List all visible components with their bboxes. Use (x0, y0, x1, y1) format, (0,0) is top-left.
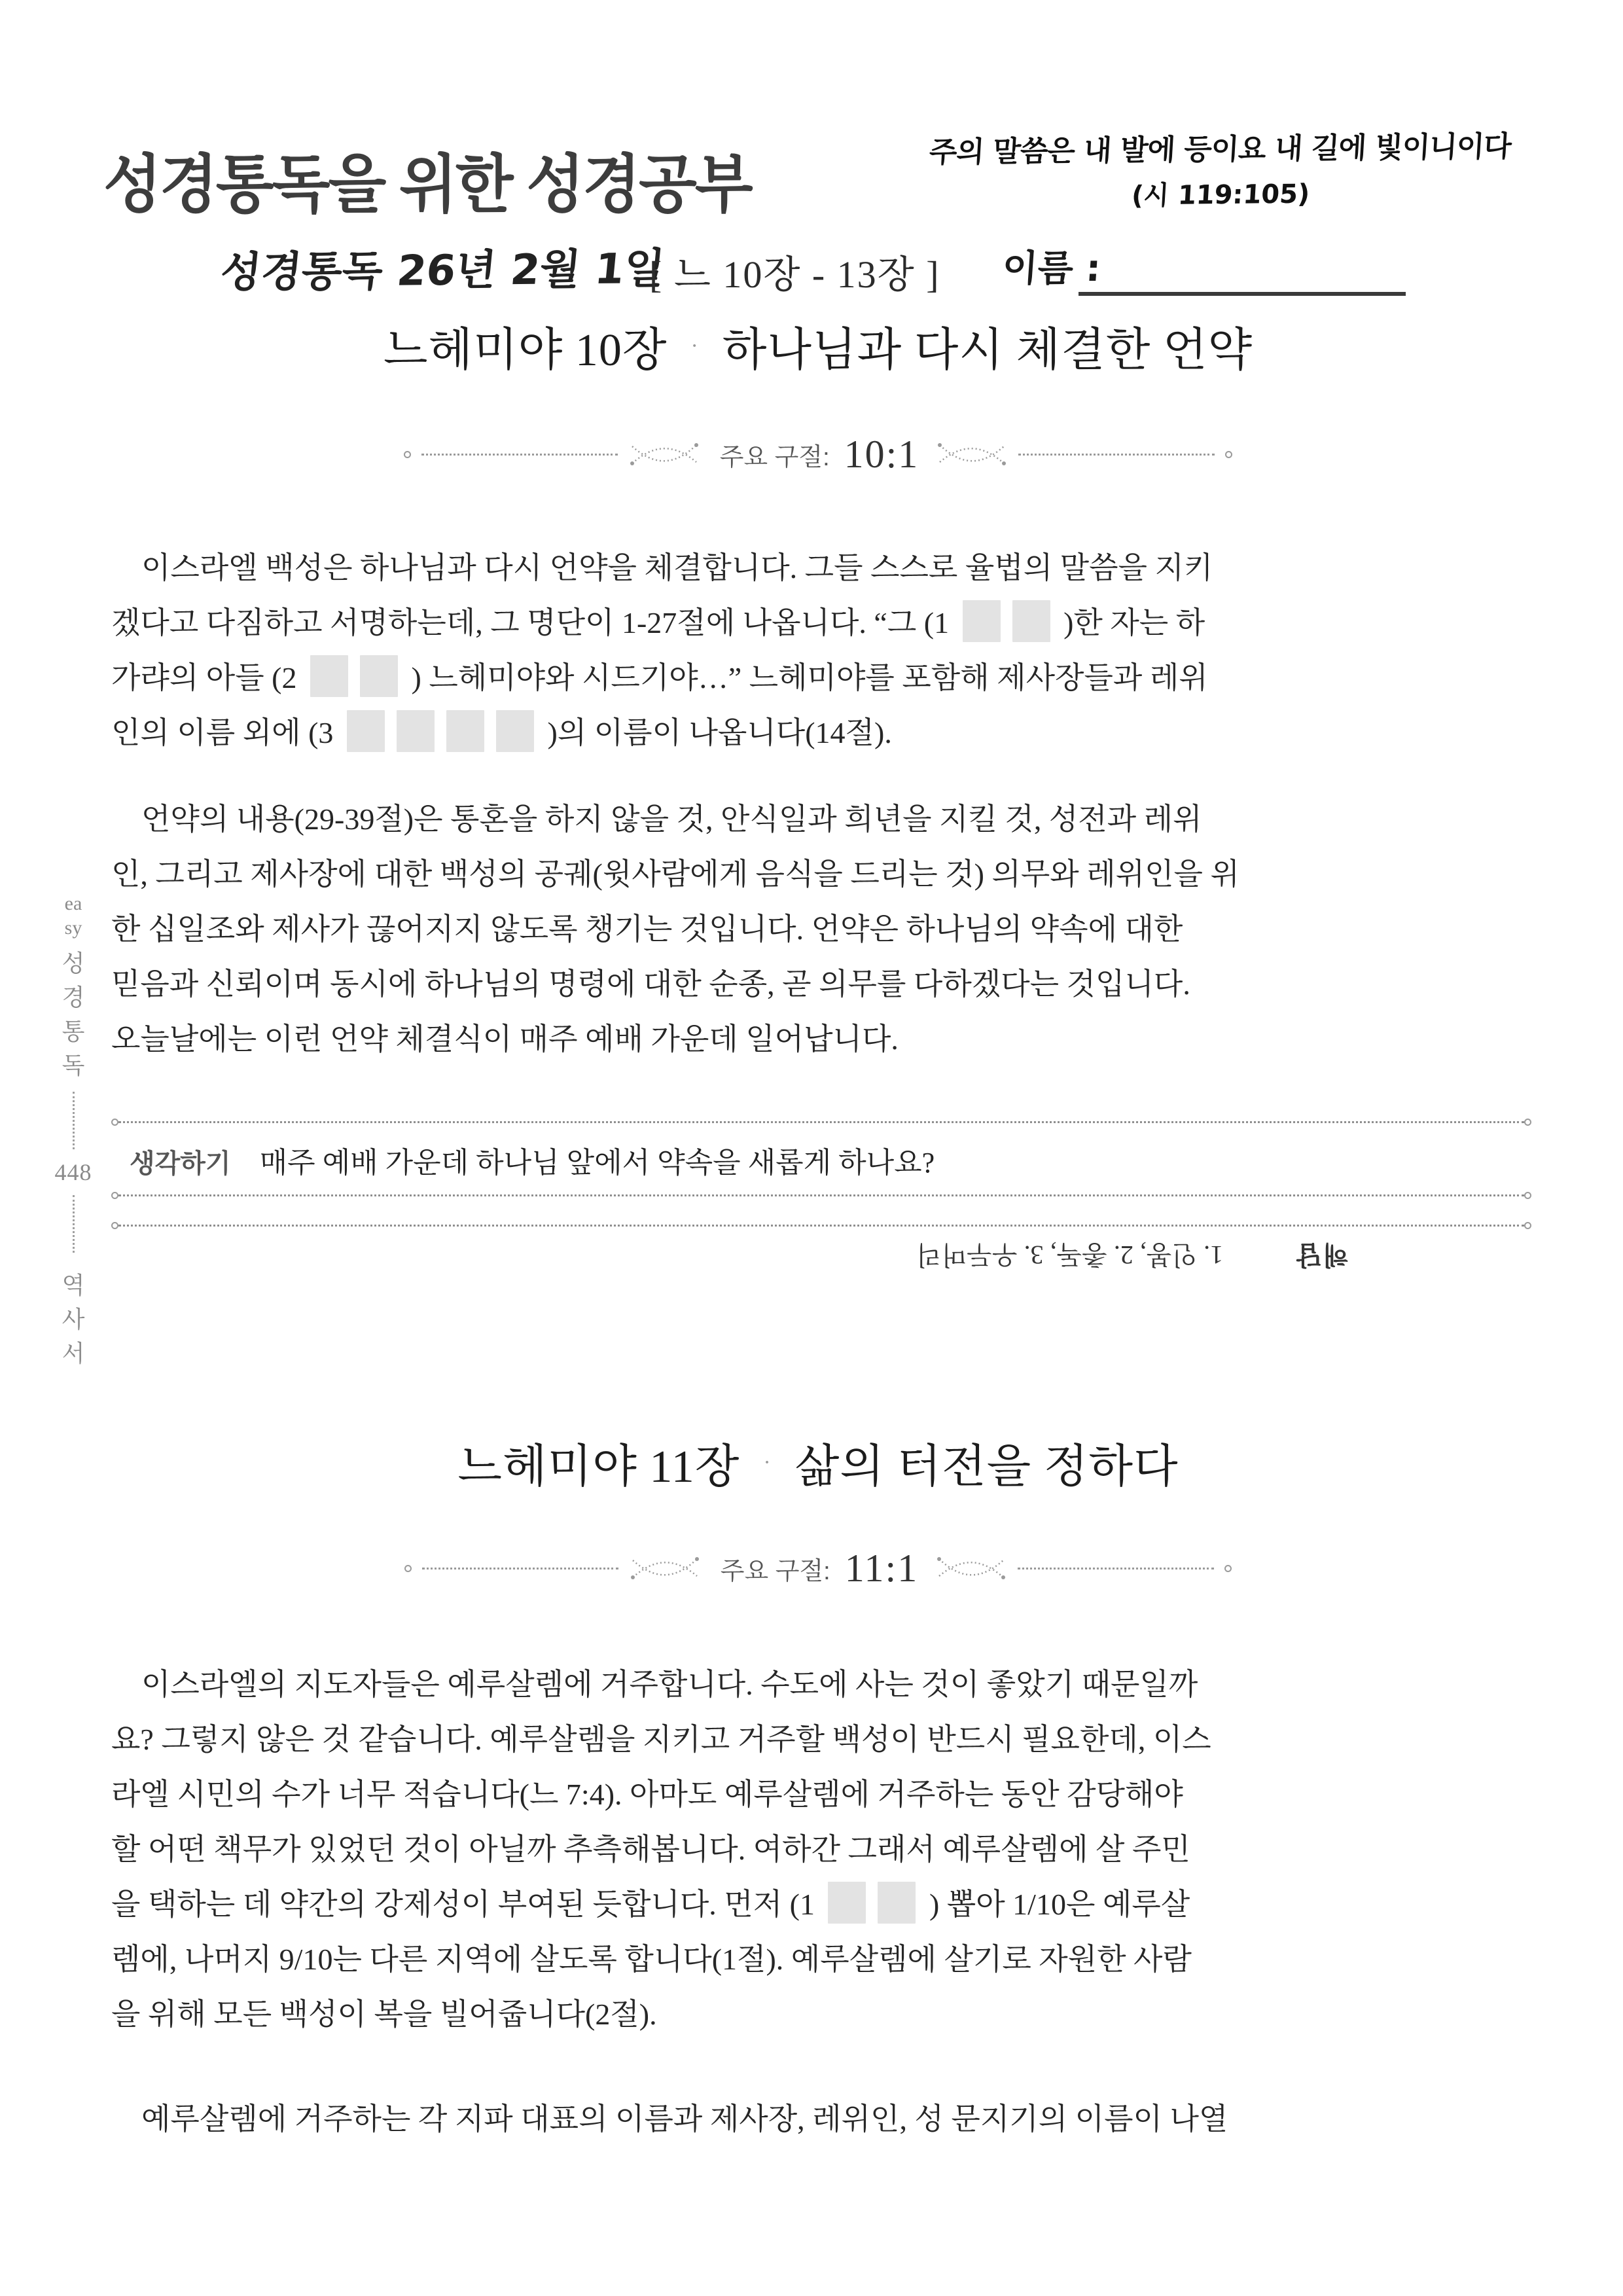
text-line (111, 1712, 1538, 1767)
text-line (111, 651, 1538, 706)
text-line (111, 2092, 1538, 2147)
answer-text: 1. 인봉, 2. 총독, 3. 우두머리 (916, 1240, 1223, 1270)
text-line (111, 1012, 1538, 1067)
text-segment: )의 이름이 나옵니다(14절). (539, 716, 892, 749)
think-label: 생각하기 (130, 1149, 231, 1178)
text-segment: 렘에, 나머지 9/10는 다른 지역에 살도록 합니다(1절). 예루살렘에 살기로 자원한 사람 (111, 1943, 1192, 1976)
divider-end-circle (1524, 1192, 1531, 1199)
dotted-line (111, 1118, 1531, 1126)
text-line (111, 957, 1538, 1012)
text-line (111, 1657, 1538, 1712)
series-name-korean: 성경통독 (62, 950, 85, 1079)
divider-ornament-icon (628, 440, 700, 469)
dotted-line (422, 1568, 618, 1570)
fill-in-blank-box (963, 600, 1001, 642)
text-segment: 할 어떤 책무가 있었던 것이 아닐까 추측해봅니다. 여하간 그래서 예루살렘에 살 주민 (111, 1833, 1190, 1866)
dotted-line (1018, 1568, 1214, 1570)
text-segment: 이스라엘 백성은 하나님과 다시 언약을 체결합니다. 그들 스스로 율법의 말씀을 지키 (141, 551, 1213, 584)
fill-in-blank-box (397, 710, 435, 752)
text-line (111, 1932, 1538, 1987)
divider-end-circle (111, 1119, 118, 1126)
edge-sidebar (56, 891, 90, 1371)
text-segment: 이스라엘의 지도자들은 예루살렘에 거주합니다. 수도에 사는 것이 좋았기 때문일까 (141, 1668, 1198, 1701)
sidebar-divider (73, 1195, 75, 1253)
divider-ornament-icon (629, 1554, 701, 1583)
key-verse-value: 11:1 (844, 1546, 919, 1590)
divider-ornament-icon (935, 1554, 1007, 1583)
verse-reference: (시 119:105) (1130, 179, 1311, 211)
text-segment: 인의 이름 외에 (3 (111, 716, 341, 749)
text-line (111, 1877, 1538, 1932)
divider-end-circle (1524, 1222, 1531, 1229)
text-segment: 믿음과 신뢰이며 동시에 하나님의 명령에 대한 순종, 곧 의무를 다하겠다는 것입니다. (111, 967, 1190, 1001)
paragraph (111, 541, 1538, 761)
section-title-ch10 (111, 313, 1525, 379)
text-line (111, 596, 1538, 651)
think-question: 매주 예배 가운데 하나님 앞에서 약속을 새롭게 하나요? (259, 1147, 935, 1179)
text-segment: ) 뽑아 1/10은 예루살 (921, 1888, 1190, 1921)
text-line (111, 902, 1538, 957)
text-segment: 언약의 내용(29-39절)은 통혼을 하지 않을 것, 안식일과 희년을 지킬 것, 성전과 레위 (141, 802, 1202, 836)
handwritten-verse (870, 122, 1571, 215)
text-segment: 인, 그리고 제사장에 대한 백성의 공궤(윗사람에게 음식을 드리는 것) 의무와 레위인을 위 (111, 857, 1240, 891)
key-verse-divider-ch10 (111, 432, 1525, 476)
text-segment: 한 십일조와 제사가 끊어지지 않도록 챙기는 것입니다. 언약은 하나님의 약속에 대한 (111, 912, 1183, 946)
series-name-latin: easy (64, 893, 82, 939)
divider-end-circle (404, 451, 411, 458)
divider-end-circle (404, 1565, 412, 1572)
dotted-line (111, 1191, 1531, 1199)
fill-in-blank-box (496, 710, 534, 752)
text-segment: 오늘날에는 이런 언약 체결식이 매주 예배 가운데 일어납니다. (111, 1022, 899, 1056)
dotted-line (1018, 454, 1215, 456)
fill-in-blank-box (828, 1882, 866, 1924)
title-separator-dot: · (690, 333, 699, 358)
name-underline (1079, 262, 1406, 296)
section-ch10-body (111, 541, 1538, 1067)
text-segment: 겠다고 다짐하고 서명하는데, 그 명단이 1-27절에 나옵니다. “그 (1 (111, 606, 957, 639)
section-title-ch11 (111, 1429, 1525, 1496)
paragraph (111, 792, 1538, 1067)
text-line (111, 1822, 1538, 1877)
text-segment: 요? 그렇지 않은 것 같습니다. 예루살렘을 지키고 거주할 백성이 반드시 필요한데, 이스 (111, 1723, 1211, 1756)
text-line (111, 847, 1538, 902)
handwritten-date: 성경통독 26년 2월 1일 (218, 245, 668, 297)
name-label: 이름 : (1001, 247, 1103, 290)
text-segment: 을 위해 모든 백성이 복을 빌어줍니다(2절). (111, 1998, 657, 2031)
fill-in-blank-box (1012, 600, 1050, 642)
think-question-row (130, 1139, 1531, 1182)
text-segment: 가랴의 아들 (2 (111, 661, 304, 694)
key-verse-divider-ch11 (111, 1546, 1525, 1590)
text-segment: ) 느헤미야와 시드기야…” 느헤미야를 포함해 제사장들과 레위 (404, 661, 1208, 694)
fill-in-blank-box (446, 710, 484, 752)
section-subtitle: 하나님과 다시 체결한 언약 (722, 325, 1253, 376)
text-line (111, 1987, 1538, 2042)
divider-end-circle (111, 1222, 118, 1229)
text-segment: )한 자는 하 (1056, 606, 1205, 639)
page-number: 448 (54, 1159, 92, 1185)
divider-end-circle (1225, 451, 1232, 458)
dotted-line (421, 454, 618, 456)
page-title: 성경통독을 위한 성경공부 (103, 149, 751, 220)
section-book-label: 느헤미야 11장 (457, 1442, 740, 1492)
divider-end-circle (1224, 1565, 1232, 1572)
answer-key-upside-down (916, 1238, 1348, 1276)
text-line (111, 541, 1538, 596)
divider-end-circle (1524, 1119, 1531, 1126)
fill-in-blank-box (347, 710, 385, 752)
text-line (111, 1767, 1538, 1822)
key-verse-label: 주요 구절: (720, 1557, 830, 1585)
fill-in-blank-box (360, 655, 398, 697)
paragraph (111, 2092, 1538, 2147)
key-verse-label: 주요 구절: (719, 443, 830, 471)
fill-in-blank-box (310, 655, 348, 697)
text-line (111, 706, 1538, 761)
title-separator-dot: · (763, 1450, 772, 1475)
text-line (111, 792, 1538, 847)
text-segment: 예루살렘에 거주하는 각 지파 대표의 이름과 제사장, 레위인, 성 문지기의 이름이 나열 (141, 2102, 1228, 2136)
text-segment: 라엘 시민의 수가 너무 적습니다(느 7:4). 아마도 예루살렘에 거주하는 동안 감당해야 (111, 1778, 1183, 1811)
divider-ornament-icon (936, 440, 1008, 469)
divider-end-circle (111, 1192, 118, 1199)
answer-label: 해답 (1294, 1240, 1348, 1270)
dotted-line (111, 1221, 1531, 1229)
category-label: 역사서 (62, 1272, 85, 1367)
sidebar-divider (73, 1092, 75, 1149)
text-segment: 을 택하는 데 약간의 강제성이 부여된 듯합니다. 먼저 (1 (111, 1888, 823, 1921)
chapter-range: [ 느 10장 - 13장 ] (649, 253, 940, 296)
paragraph (111, 1657, 1538, 2042)
section-ch11-body (111, 1657, 1538, 2147)
think-box (111, 1118, 1531, 1276)
section-subtitle: 삶의 터전을 정하다 (794, 1442, 1179, 1492)
key-verse-value: 10:1 (844, 432, 919, 476)
verse-text: 주의 말씀은 내 발에 등이요 내 길에 빛이니이다 (928, 130, 1512, 170)
section-book-label: 느헤미야 10장 (383, 325, 668, 376)
fill-in-blank-box (878, 1882, 916, 1924)
